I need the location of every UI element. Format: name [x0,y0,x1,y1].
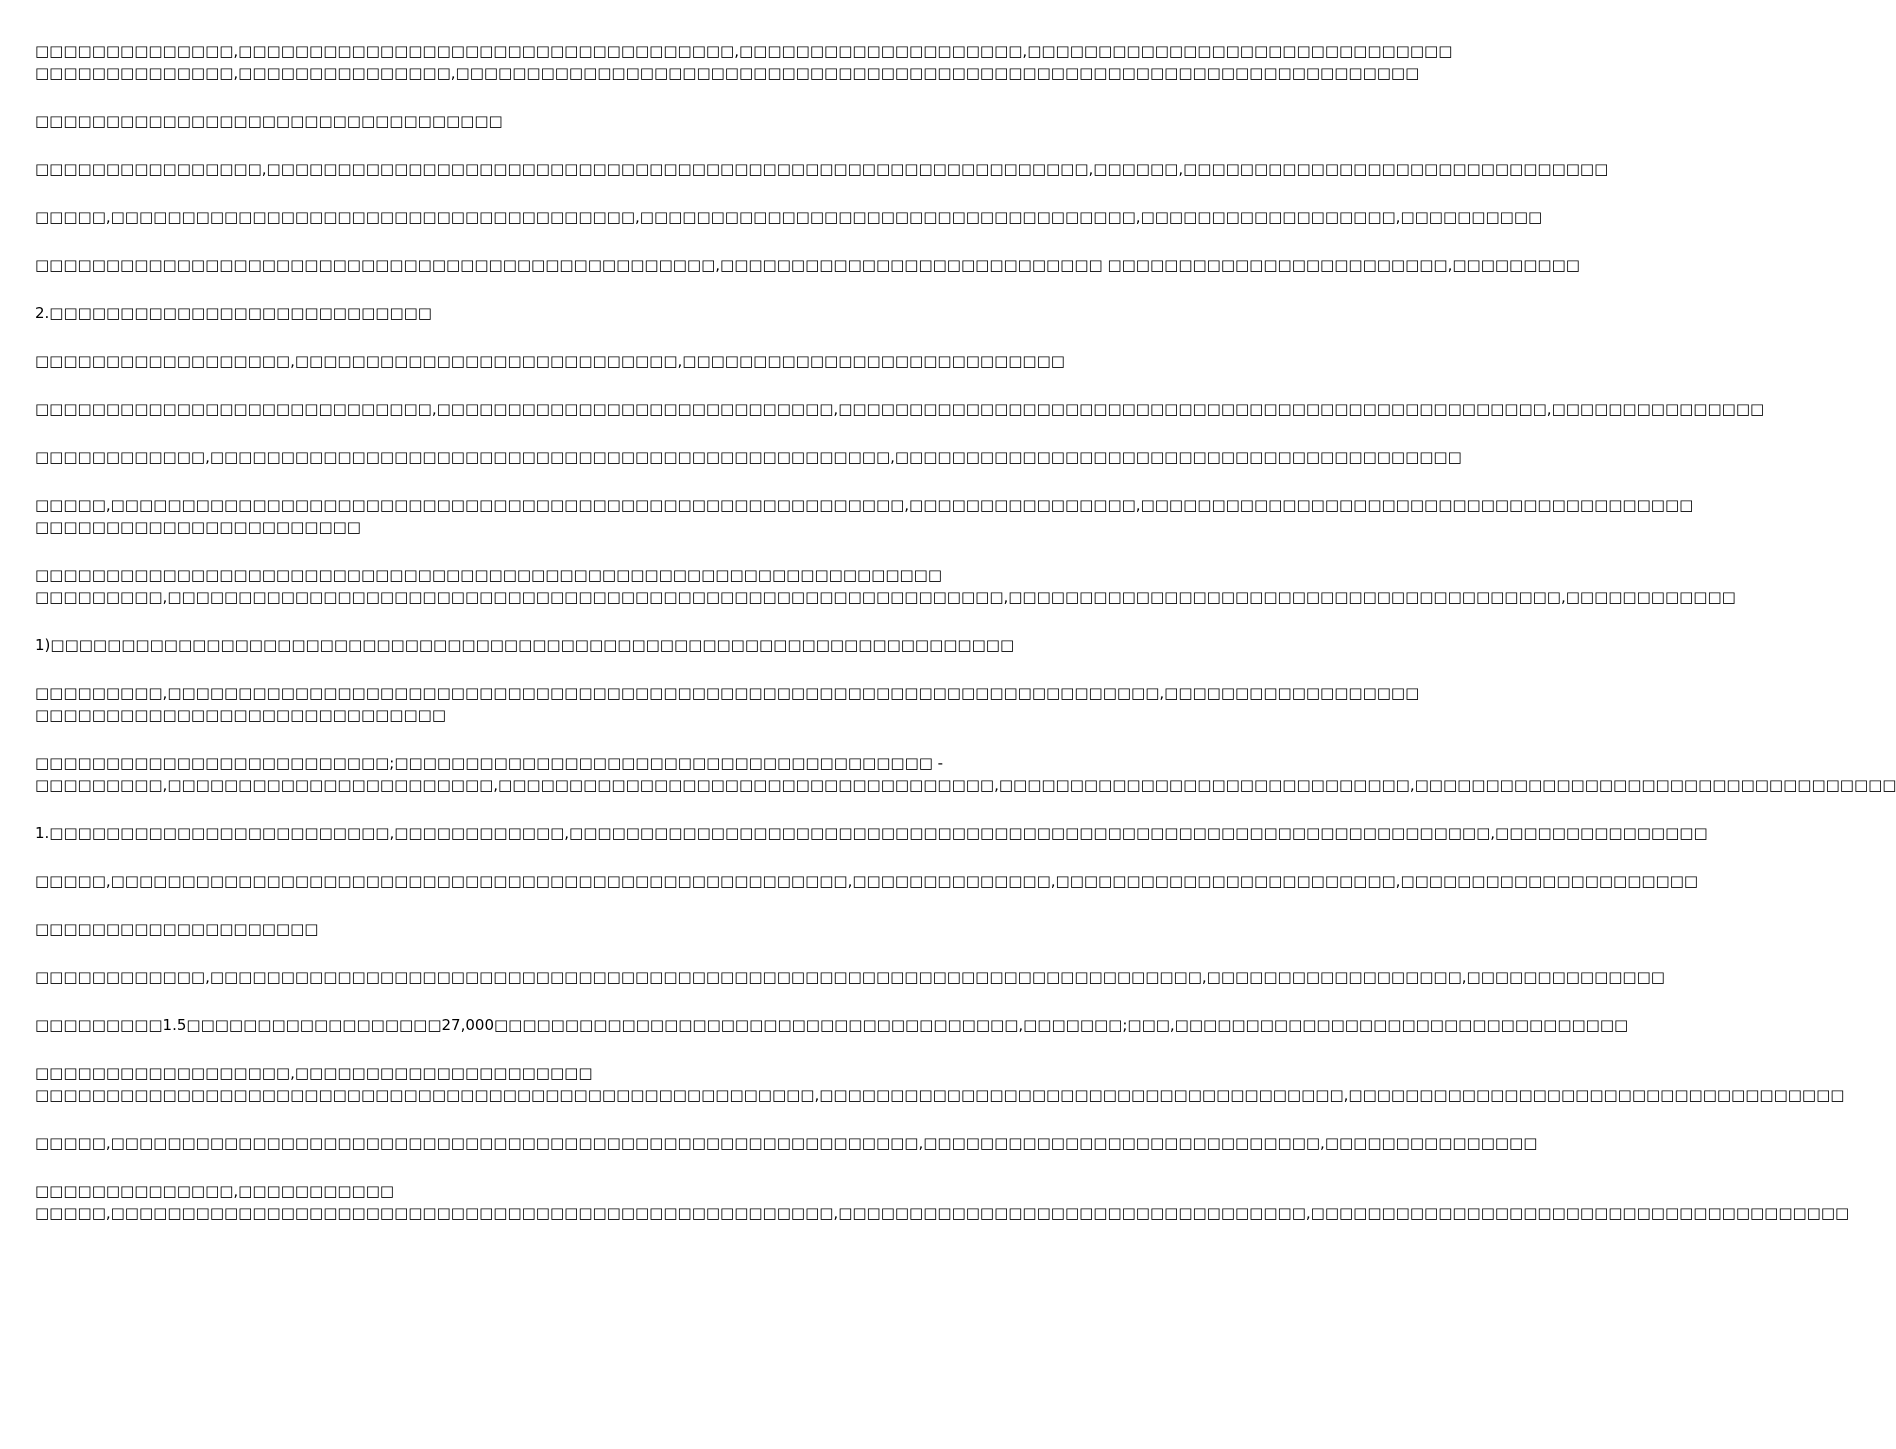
text-line: □□□□□□□□□1.5□□□□□□□□□□□□□□□□□□27,000□□□□□□□□□□□□□□□□□□□□□□□□□□□□□□□□□□□□□,□□□□□□□;□□□,□□□□□□□□□□□□□□□□□□□□□□□□□□□□□□□□ [35,1016,1629,1034]
paragraph [35,682,1420,726]
text-line: □□□□□□□□□□□□□□□□□□,□□□□□□□□□□□□□□□□□□□□□□□□□□□,□□□□□□□□□□□□□□□□□□□□□□□□□□□ [35,352,1065,370]
text-line: 1.□□□□□□□□□□□□□□□□□□□□□□□□,□□□□□□□□□□□□,□□□□□□□□□□□□□□□□□□□□□□□□□□□□□□□□□□□□□□□□□□□□□□□□□□□□□□□□□□□□□□□□□,□□□□□□□□□□□□□□□ [35,824,1708,842]
paragraph [35,494,1694,538]
paragraph [35,918,989,940]
text-line: □□□□□□□□□□□□□□□□□□□□ [35,920,319,938]
paragraph [35,254,1580,276]
paragraph [35,564,1736,608]
text-line: □□□□□□□□□□□□□□,□□□□□□□□□□□□□□□□□□□□□□□□□□□□□□□□□□□,□□□□□□□□□□□□□□□□□□□□,□□□□□□□□□□□□□□□□□□□□□□□□□□□□□□ [35,42,1453,60]
paragraph [35,1132,1538,1154]
paragraph [35,110,989,132]
text-line: □□□□□□□□□□□□□□□□□□□□□□□□□□□□□□□□□□□□□□□□□□□□□□□□□□□□□□□,□□□□□□□□□□□□□□□□□□□□□□□□□□□□□□□□□□□□□,□□□□□□□□□□□□□□□□□□□□□□□□□□□□□□□□□□□ [35,1086,1845,1104]
text-line: □□□□□□□□□□□□□□□□□□□□□□□□□□□□,□□□□□□□□□□□□□□□□□□□□□□□□□□□□,□□□□□□□□□□□□□□□□□□□□□□□□□□□□□□□□□□□□□□□□□□□□□□□□□□,□□□□□□□□□□□□□□□ [35,400,1765,418]
text-line: 2.□□□□□□□□□□□□□□□□□□□□□□□□□□□ [35,304,432,322]
paragraph [35,966,1665,988]
paragraph [35,350,1065,372]
text-line: □□□□□□□□□□□□□□□□,□□□□□□□□□□□□□□□□□□□□□□□□□□□□□□□□□□□□□□□□□□□□□□□□□□□□□□□□□□,□□□□□□,□□□□□□□□□□□□□□□□□□□□□□□□□□□□□□ [35,160,1609,178]
text-line: □□□□□□□□□□□□□□,□□□□□□□□□□□ [35,1182,395,1200]
paragraph [35,1180,1850,1224]
paragraph [35,1014,1629,1036]
paragraph [35,1062,1845,1106]
list-item-heading [35,634,1015,656]
paragraph [35,822,1708,844]
paragraph [35,158,1609,180]
paragraph [35,870,1699,892]
text-line: □□□□□□□□□,□□□□□□□□□□□□□□□□□□□□□□□□□□□□□□□□□□□□□□□□□□□□□□□□□□□□□□□□□□□,□□□□□□□□□□□□□□□□□□□□□□□□□□□□□□□□□□□□□□□,□□□□□□□□□□□□ [35,588,1736,606]
paragraph [35,40,1453,84]
text-line: □□□□□,□□□□□□□□□□□□□□□□□□□□□□□□□□□□□□□□□□□□□□□□□□□□□□□□□□□□□□□□□,□□□□□□□□□□□□□□□□□□□□□□□□□□□□,□□□□□□□□□□□□□□□ [35,1134,1538,1152]
text-line: □□□□□□□□□□□□,□□□□□□□□□□□□□□□□□□□□□□□□□□□□□□□□□□□□□□□□□□□□□□□□,□□□□□□□□□□□□□□□□□□□□□□□□□□□□□□□□□□□□□□□□ [35,448,1462,466]
text-line: 1)□□□□□□□□□□□□□□□□□□□□□□□□□□□□□□□□□□□□□□□□□□□□□□□□□□□□□□□□□□□□□□□□□□□□ [35,636,1015,654]
text-line: □□□□□,□□□□□□□□□□□□□□□□□□□□□□□□□□□□□□□□□□□□□□□□□□□□□□□□□□□□,□□□□□□□□□□□□□□,□□□□□□□□□□□□□□□□□□□□□□□□,□□□□□□□□□□□□□□□□□□□□□ [35,872,1699,890]
text-line: □□□□□,□□□□□□□□□□□□□□□□□□□□□□□□□□□□□□□□□□□□□,□□□□□□□□□□□□□□□□□□□□□□□□□□□□□□□□□□□,□□□□□□□□□□□□□□□□□□,□□□□□□□□□□ [35,208,1543,226]
text-line: □□□□□□□□□,□□□□□□□□□□□□□□□□□□□□□□□□□□□□□□□□□□□□□□□□□□□□□□□□□□□□□□□□□□□□□□□□□□□□□□,□□□□□□□□□□□□□□□□□□ [35,684,1420,702]
paragraph [35,398,1765,420]
text-line: □□□□□□□□□□□□,□□□□□□□□□□□□□□□□□□□□□□□□□□□□□□□□□□□□□□□□□□□□□□□□□□□□□□□□□□□□□□□□□□□□□□,□□□□□□□□□□□□□□□□□□,□□□□□□□□□□□□□□ [35,968,1665,986]
section-heading [35,302,989,324]
text-line: □□□□□□□□□□□□□□□□□□,□□□□□□□□□□□□□□□□□□□□□ [35,1064,593,1082]
text-line: □□□□□□□□□□□□□□□□□□□□□□□□□□□□□ [35,706,446,724]
document-body [35,40,1896,1250]
text-line: □□□□□□□□□□□□□□□□□□□□□□□ [35,518,361,536]
text-line: □□□□□□□□□□□□□□,□□□□□□□□□□□□□□□,□□□□□□□□□□□□□□□□□□□□□□□□□□□□□□□□□□□□□□□□□□□□□□□□□□□□□□□□□□□□□□□□□□□□ [35,64,1420,82]
paragraph [35,206,1543,228]
text-line: □□□□□,□□□□□□□□□□□□□□□□□□□□□□□□□□□□□□□□□□□□□□□□□□□□□□□□□□□,□□□□□□□□□□□□□□□□□□□□□□□□□□□□□□□□□,□□□□□□□□□□□□□□□□□□□□□□□□□□□□□□□□□□□□□□ [35,1204,1850,1222]
text-line: □□□□□□□□□□□□□□□□□□□□□□□□□□□□□□□□□ [35,112,503,130]
text-line: □□□□□□□□□□□□□□□□□□□□□□□□□;□□□□□□□□□□□□□□□□□□□□□□□□□□□□□□□□□□□□□□ - [35,754,944,772]
text-line: □□□□□□□□□□□□□□□□□□□□□□□□□□□□□□□□□□□□□□□□□□□□□□□□,□□□□□□□□□□□□□□□□□□□□□□□□□□□ □□□□□□□□□□□□□□□□□□□□□□□□,□□□□□□□□□ [35,256,1580,274]
paragraph [35,446,1462,468]
text-line: □□□□□□□□□□□□□□□□□□□□□□□□□□□□□□□□□□□□□□□□□□□□□□□□□□□□□□□□□□□□□□□□ [35,566,943,584]
text-line: □□□□□□□□□,□□□□□□□□□□□□□□□□□□□□□□□,□□□□□□□□□□□□□□□□□□□□□□□□□□□□□□□□□□□,□□□□□□□□□□□□□□□□□□□□□□□□□□□□□,□□□□□□□□□□□□□□□□□□□□□□□□□□□□□□□□□□ [35,776,1896,794]
paragraph [35,752,1896,796]
text-line: □□□□□,□□□□□□□□□□□□□□□□□□□□□□□□□□□□□□□□□□□□□□□□□□□□□□□□□□□□□□□□,□□□□□□□□□□□□□□□□,□□□□□□□□□□□□□□□□□□□□□□□□□□□□□□□□□□□□□□□ [35,496,1694,514]
